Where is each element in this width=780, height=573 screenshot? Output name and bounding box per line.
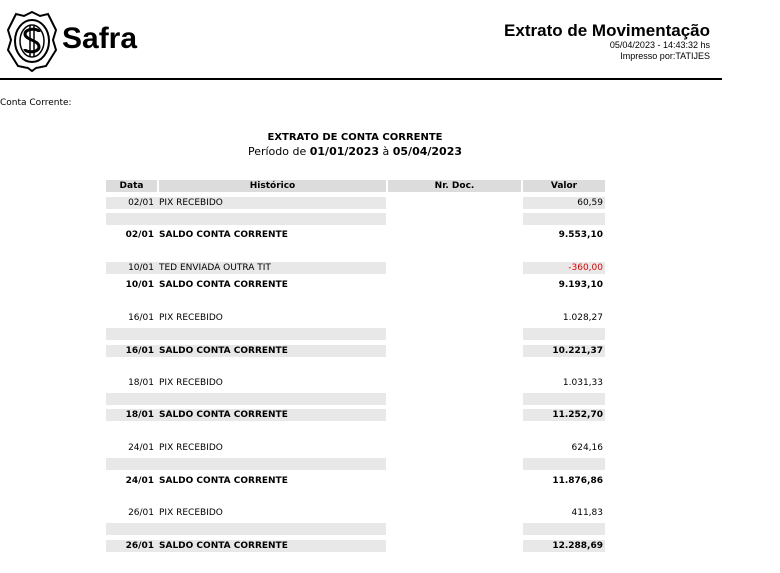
balance-value: 12.288,69 [523,540,605,552]
period-start: 01/01/2023 [309,145,380,158]
report-datetime: 05/04/2023 - 14:43:32 hs [609,40,710,50]
balance-date: 02/01 [125,230,154,240]
row-value-negative: -360,00 [523,262,605,274]
balance-date: 16/01 [106,345,157,357]
account-label: Conta Corrente: [0,98,72,108]
period-separator: à [379,145,393,158]
row-value: 1.028,27 [562,313,603,323]
page-header [0,0,722,80]
balance-date: 24/01 [125,476,154,486]
row-spacer [157,393,386,405]
row-date: 02/01 [106,197,157,209]
row-spacer [157,328,386,340]
row-spacer [523,458,605,470]
row-value: 411,83 [571,508,603,518]
balance-value: 11.252,70 [523,409,605,421]
row-history: PIX RECEBIDO [159,508,223,518]
row-spacer [157,523,386,535]
row-spacer [106,458,157,470]
statement-period [0,145,710,158]
report-title: Extrato de Movimentação [504,21,710,40]
row-date: 26/01 [128,508,154,518]
row-spacer [157,213,386,225]
balance-date: 26/01 [106,540,157,552]
row-value: 624,16 [571,443,603,453]
row-history: PIX RECEBIDO [159,378,223,388]
period-end: 05/04/2023 [392,145,463,158]
balance-history: SALDO CONTA CORRENTE [159,476,288,486]
header-date: Data [106,180,157,192]
report-header-info [504,22,710,62]
balance-history: SALDO CONTA CORRENTE [157,345,386,357]
safra-seal-icon [6,10,58,72]
row-date: 10/01 [106,262,157,274]
header-value: Valor [523,180,605,192]
balance-history: SALDO CONTA CORRENTE [159,280,288,290]
balance-date: 10/01 [125,280,154,290]
row-spacer [523,213,605,225]
row-spacer [106,213,157,225]
row-history: PIX RECEBIDO [159,443,223,453]
row-spacer [157,458,386,470]
row-spacer [523,523,605,535]
row-value: 1.031,33 [562,378,603,388]
row-history: PIX RECEBIDO [159,313,223,323]
balance-value: 11.876,86 [552,476,603,486]
balance-value: 9.553,10 [558,230,603,240]
header-doc: Nr. Doc. [388,180,521,192]
printed-by: Impresso por:TATIJES [620,51,710,61]
row-value: 60,59 [523,197,605,209]
row-history: TED ENVIADA OUTRA TIT [157,262,386,274]
balance-history: SALDO CONTA CORRENTE [157,540,386,552]
row-date: 18/01 [128,378,154,388]
row-spacer [106,393,157,405]
row-spacer [106,328,157,340]
row-date: 24/01 [128,443,154,453]
statement-title: EXTRATO DE CONTA CORRENTE [267,132,443,143]
row-date: 16/01 [128,313,154,323]
balance-date: 18/01 [106,409,157,421]
balance-history: SALDO CONTA CORRENTE [159,230,288,240]
row-history: PIX RECEBIDO [157,197,386,209]
row-spacer [523,328,605,340]
header-history: Histórico [159,180,386,192]
row-spacer [523,393,605,405]
balance-history: SALDO CONTA CORRENTE [157,409,386,421]
period-prefix: Período de [247,145,310,158]
balance-value: 9.193,10 [558,280,603,290]
row-spacer [106,523,157,535]
balance-value: 10.221,37 [523,345,605,357]
brand-name: Safra [62,22,138,55]
